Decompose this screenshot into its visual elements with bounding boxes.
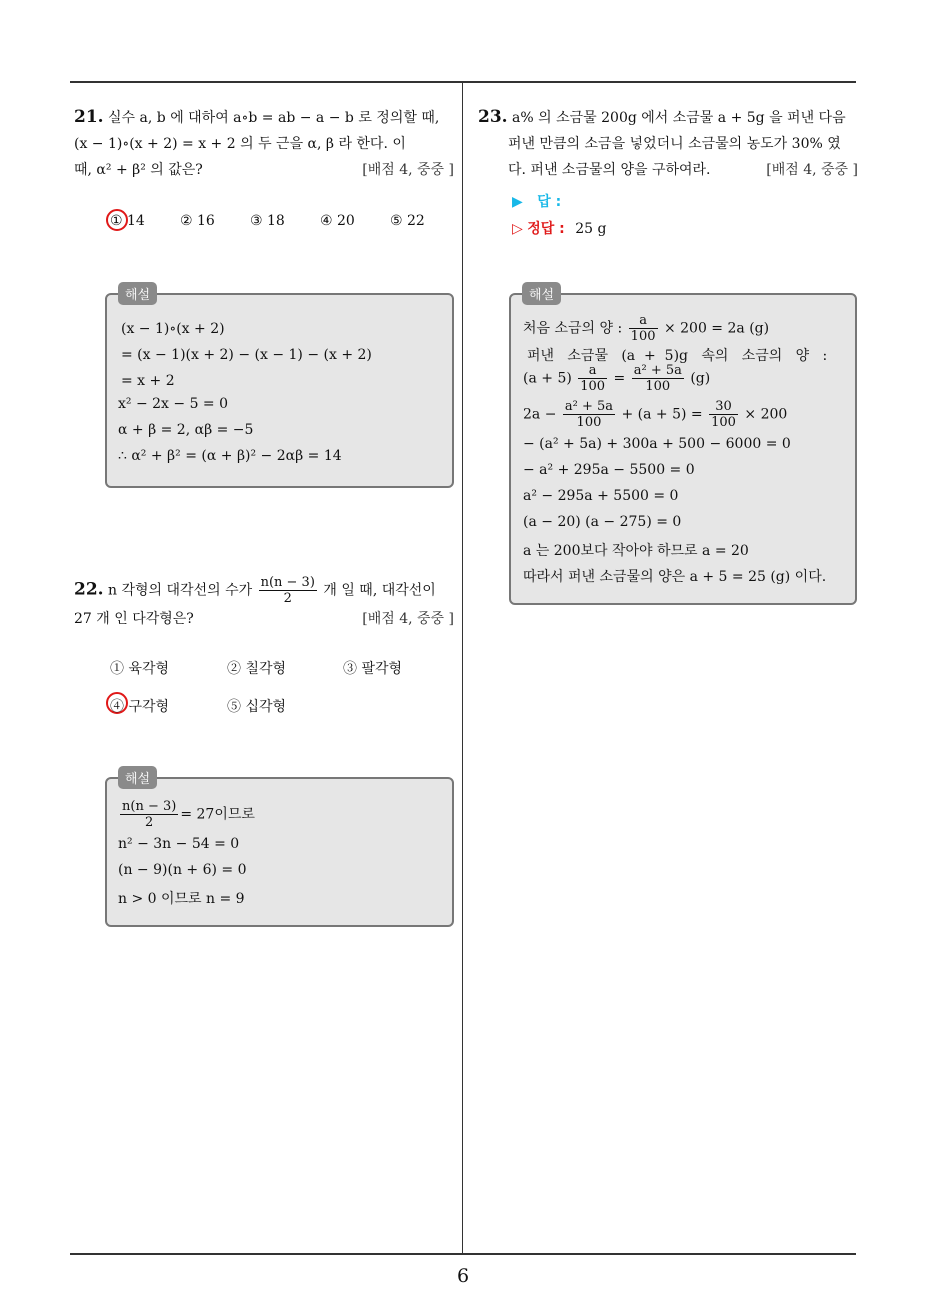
fraction-numerator: n(n − 3)	[260, 575, 315, 590]
q23-s4-mid: + (a + 5) =	[621, 406, 703, 423]
bottom-rule	[70, 1253, 856, 1255]
fraction-denominator: 100	[711, 415, 736, 430]
q23-s4-fraction1	[563, 399, 615, 430]
fraction-denominator: 100	[630, 329, 656, 344]
q23-s1-fraction	[629, 313, 658, 344]
q21-solution-tag: 해설	[118, 282, 157, 305]
q22-solution-line: (n − 9)(n + 6) = 0	[118, 862, 247, 878]
q23-solution-line: a² − 295a + 5500 = 0	[523, 488, 679, 504]
question-22-meta: [배점 4, 중중 ]	[362, 611, 454, 627]
q21-option-5[interactable]: ⑤ 22	[390, 213, 425, 229]
q23-solution-line	[523, 363, 710, 394]
q23-solution-line: 따라서 퍼낸 소금물의 양은 a + 5 = 25 (g) 이다.	[523, 569, 827, 585]
question-21-line1: 실수 a, b 에 대하여 a∘b = ab − a − b 로 정의할 때,	[108, 110, 440, 126]
q23-solution-box	[509, 293, 857, 605]
question-21-line2: (x − 1)∘(x + 2) = x + 2 의 두 근을 α, β 라 한다. 이	[74, 136, 406, 152]
question-22-line1b: 개 일 때, 대각선이	[323, 582, 436, 599]
q21-option-1[interactable]: ① 14	[110, 213, 145, 229]
q22-solution-box	[105, 777, 454, 927]
fraction-denominator: 2	[283, 591, 292, 606]
q21-option-4[interactable]: ④ 20	[320, 213, 355, 229]
question-21-line3: 때, α² + β² 의 값은?	[74, 162, 203, 178]
question-23-line3: 다. 퍼낸 소금물의 양을 구하여라.	[508, 162, 711, 178]
q23-s3-fraction2	[632, 363, 684, 394]
correct-label: 정답 :	[527, 221, 565, 237]
question-21-meta: [배점 4, 중중 ]	[362, 162, 454, 178]
page-number: 6	[456, 1265, 470, 1287]
q23-solution-line: a 는 200보다 작아야 하므로 a = 20	[523, 543, 749, 559]
question-22-line1a: n 각형의 대각선의 수가	[108, 582, 253, 599]
correct-answer-row	[512, 218, 606, 238]
q23-solution-tag: 해설	[522, 282, 561, 305]
q22-option-5[interactable]: ⑤ 십각형	[227, 699, 287, 715]
q22-option-1[interactable]: ① 육각형	[110, 661, 170, 677]
fraction-numerator: a	[578, 363, 607, 379]
fraction-denominator: 100	[576, 415, 602, 430]
column-divider	[462, 83, 463, 1255]
q21-solution-line: (x − 1)∘(x + 2)	[121, 321, 225, 337]
question-22	[74, 575, 454, 632]
fraction-numerator: n(n − 3)	[122, 799, 177, 814]
fraction-numerator: a² + 5a	[633, 363, 682, 378]
question-22-fraction	[259, 575, 317, 606]
q23-s3-tail: (g)	[690, 370, 711, 387]
q22-solution-tag: 해설	[118, 766, 157, 789]
q23-s1-text: 처음 소금의 양 :	[523, 320, 623, 337]
fraction-denominator: 100	[645, 379, 671, 394]
fraction-numerator: a	[629, 313, 658, 329]
question-22-line2: 27 개 인 다각형은?	[74, 611, 194, 627]
q23-solution-line: 퍼낸 소금물 (a + 5)g 속의 소금의 양 :	[527, 348, 828, 364]
q22-option-3[interactable]: ③ 팔각형	[343, 661, 403, 677]
q22-option-2[interactable]: ② 칠각형	[227, 661, 287, 677]
q23-solution-line: − (a² + 5a) + 300a + 500 − 6000 = 0	[523, 436, 791, 452]
q21-option-3[interactable]: ③ 18	[250, 213, 285, 229]
q23-solution-line	[523, 313, 769, 344]
answer-label: 답 :	[537, 194, 562, 210]
q21-solution-line: α + β = 2, αβ = −5	[118, 422, 254, 438]
q23-solution-line: − a² + 295a − 5500 = 0	[523, 462, 695, 478]
question-23-line2: 퍼낸 만큼의 소금을 넣었더니 소금물의 농도가 30% 였	[508, 136, 841, 152]
q23-solution-line: (a − 20) (a − 275) = 0	[523, 514, 682, 530]
question-22-number: 22.	[74, 579, 104, 600]
q23-s4-tail: × 200	[744, 406, 788, 423]
q21-solution-box	[105, 293, 454, 488]
q23-s1-tail: × 200 = 2a (g)	[663, 320, 770, 337]
answer-row	[512, 191, 561, 211]
q21-solution-line: x² − 2x − 5 = 0	[118, 396, 229, 412]
fraction-denominator: 2	[145, 815, 154, 830]
q23-s4-fraction2	[709, 399, 738, 430]
q23-s3-fraction1	[578, 363, 607, 394]
q23-s3-equals: =	[613, 370, 626, 387]
fraction-numerator: a² + 5a	[564, 399, 614, 414]
question-23	[478, 104, 858, 183]
q21-solution-line: = x + 2	[121, 373, 175, 389]
q21-solution-line: = (x − 1)(x + 2) − (x − 1) − (x + 2)	[121, 347, 372, 363]
correct-marker-icon: ▷	[512, 221, 523, 237]
q22-option-4[interactable]: ④ 구각형	[110, 699, 170, 715]
q21-solution-line: ∴ α² + β² = (α + β)² − 2αβ = 14	[118, 448, 342, 464]
top-rule	[70, 81, 856, 83]
question-23-line1: a% 의 소금물 200g 에서 소금물 a + 5g 을 퍼낸 다음	[512, 110, 846, 126]
fraction-denominator: 100	[580, 379, 606, 394]
fraction-numerator: 30	[709, 399, 738, 415]
q22-solution-line1-tail: = 27이므로	[180, 806, 255, 823]
answer-marker-icon: ▶	[512, 194, 523, 210]
question-21-number: 21.	[74, 107, 104, 127]
q23-s4-text: 2a −	[523, 406, 557, 423]
q23-s3-text: (a + 5)	[523, 370, 572, 387]
question-21	[74, 104, 454, 183]
q22-solution-fraction	[120, 799, 178, 830]
q22-solution-line: n² − 3n − 54 = 0	[118, 836, 240, 852]
q23-solution-line	[523, 399, 787, 430]
question-23-meta: [배점 4, 중중 ]	[766, 162, 858, 178]
question-23-number: 23.	[478, 107, 508, 127]
correct-value: 25 g	[575, 221, 607, 237]
q22-solution-line: n > 0 이므로 n = 9	[118, 891, 245, 907]
q21-option-2[interactable]: ② 16	[180, 213, 215, 229]
q22-solution-line	[118, 799, 255, 830]
